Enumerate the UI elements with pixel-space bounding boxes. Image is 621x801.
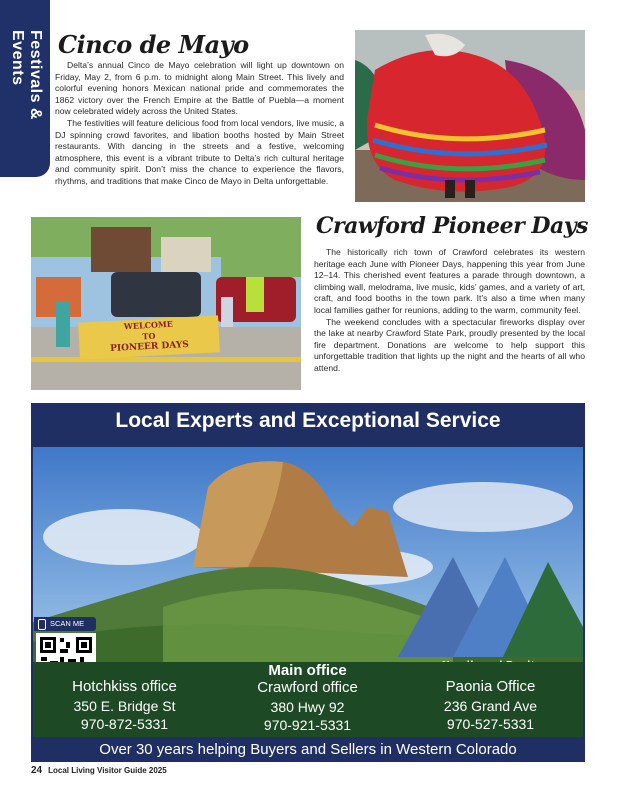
office-phone[interactable]: 970-872-5331 [80,716,169,732]
office-name: Crawford office [257,679,358,696]
office-address: 380 Hwy 92 [270,699,345,715]
office-phone[interactable]: 970-921-5331 [263,717,352,733]
office-hotchkiss [33,678,216,732]
office-address: 236 Grand Ave [443,698,538,714]
pioneer-days-parade-photo [31,217,301,390]
qr-code[interactable] [36,633,96,662]
office-listing [33,662,583,737]
office-address: 350 E. Bridge St [73,698,176,714]
folklorico-dancers-photo [355,30,585,202]
rock-formation-illustration [33,447,583,662]
crawford-paragraph-2: The weekend concludes with a spectacular fireworks display over the lake at nearby Crawford State Park, proudly presented by the local fire department. Donations are welcome to help support this unforgettable tradition that lights up the night and the hearts of all who attend. [314,316,585,373]
section-tab-label: Festivals & Events [9,30,44,120]
ad-headline: Local Experts and Exceptional Service [115,409,501,432]
crawford-title: Crawford Pioneer Days [316,213,588,239]
pioneer-days-banner [78,315,220,359]
scan-me-label: SCAN ME [50,619,85,628]
realty-advertisement [31,403,585,762]
cinco-title: Cinco de Mayo [58,30,249,59]
banner-line-3: PIONEER DAYS [109,339,190,355]
crawford-paragraph-1: The historically rich town of Crawford celebrates its western heritage each June with Pioneer Days, happening this year from June 12–14. This cherished event features a parade through downtown, a climbing wall, melodrama, live music, kids’ games, and a variety of art, craft, and food booths in the town park. It’s also a time when many local families gather for reunions, adding to the warm, community feel. [314,247,585,315]
ad-footer-tagline: Over 30 years helping Buyers and Sellers in Western Colorado [99,741,517,758]
main-office-label: Main office [268,662,347,679]
banner-line-2: TO [142,330,156,342]
phone-icon [38,619,46,630]
folklorico-dancers-illustration [355,30,585,202]
banner-line-1: WELCOME [123,318,174,332]
crawford-article [314,247,585,375]
office-name: Hotchkiss office [72,678,177,695]
cinco-article [31,60,344,188]
office-paonia [399,678,582,732]
cinco-paragraph-1: Delta’s annual Cinco de Mayo celebration will light up downtown on Friday, May 2, from 6 p.m. to midnight along Main Street. This lively and colorful evening honors Mexican national pride and commemorates the 1862 victory over the French Empire at the Battle of Puebla—a moment now celebrated widely across the United States. [55,60,344,117]
cinco-paragraph-2: The festivities will feature delicious food from local vendors, live music, a DJ spinning crowd favorites, and libation booths hosted by Main Street restaurants. With dancing in the streets and a festive, welcoming atmosphere, this event is a vibrant tribute to Delta’s rich cultural heritage and community spirit. Don’t miss the chance to experience the flavors, rhythms, and traditions that make Cinco de Mayo in Delta unforgettable. [55,117,344,186]
parade-illustration [31,217,301,390]
office-crawford [216,662,399,733]
page-number: 24 [31,765,43,776]
scan-me-tag [34,617,96,631]
office-phone[interactable]: 970-527-5331 [446,716,535,732]
page-folio [31,765,167,776]
ad-landscape-photo [33,447,583,662]
publication-name: Local Living Visitor Guide 2025 [48,766,167,775]
office-name: Paonia Office [445,678,536,695]
qr-code-graphic [36,633,96,662]
